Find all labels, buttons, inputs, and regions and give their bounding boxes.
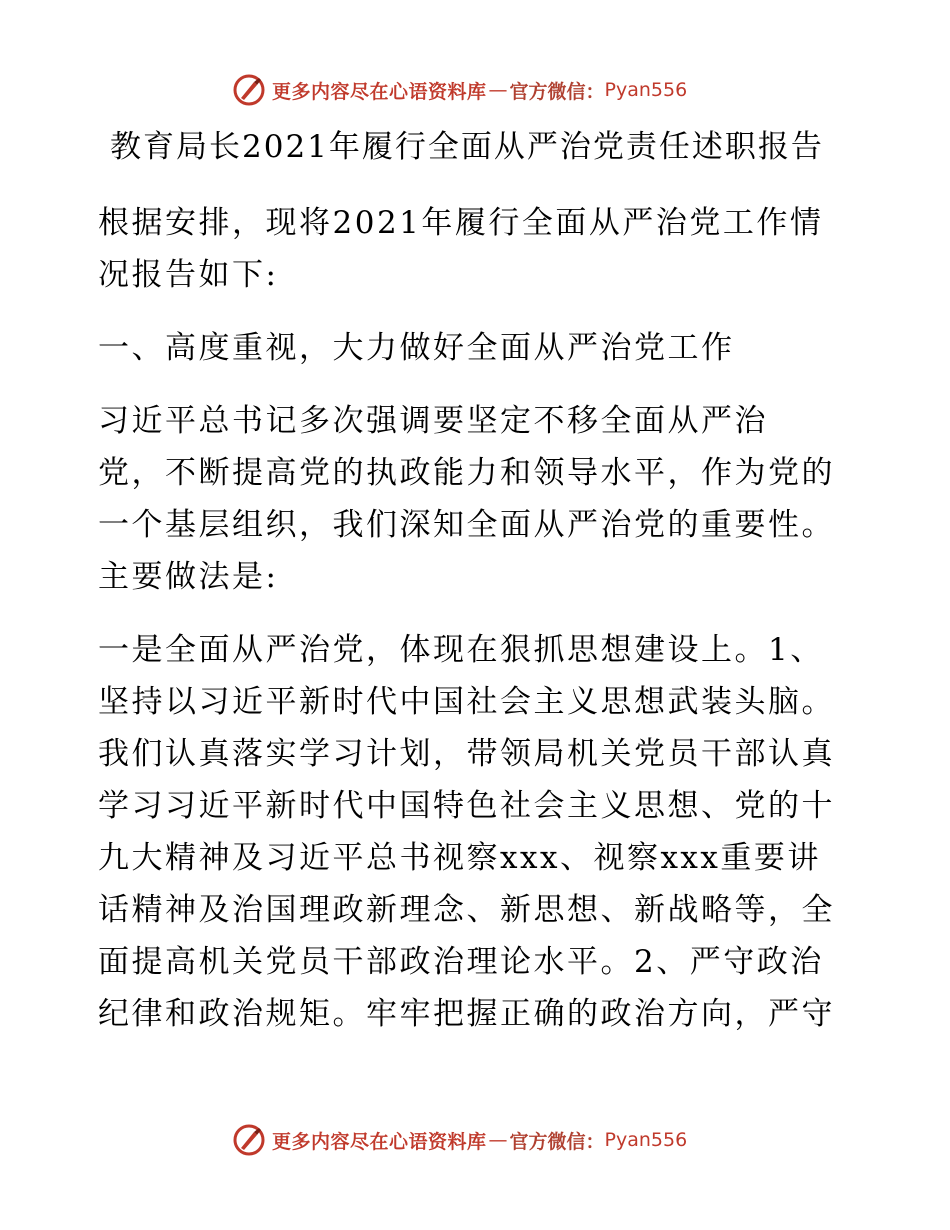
banner-separator: — — [488, 79, 508, 101]
paragraph-line: 九大精神及习近平总书视察xxx、视察xxx重要讲 — [98, 840, 821, 876]
paragraph-line: 主要做法是: — [98, 559, 279, 595]
banner-text: 更多内容尽在心语资料库 — [272, 1130, 487, 1153]
paragraph-line: 根据安排，现将2021年履行全面从严治党工作情 — [98, 205, 824, 241]
section-heading-line: 一、高度重视，大力做好全面从严治党工作 — [98, 330, 735, 366]
header-watermark-banner — [232, 70, 687, 110]
paragraph-line: 一是全面从严治党，体现在狠抓思想建设上。1、 — [98, 632, 824, 668]
paragraph-line: 面提高机关党员干部政治理论水平。2、严守政治 — [98, 944, 824, 980]
document-title: 教育局长2021年履行全面从严治党责任述职报告 — [110, 129, 824, 165]
paragraph-importance — [98, 395, 858, 603]
paragraph-line: 学习习近平新时代中国特色社会主义思想、党的十 — [98, 788, 835, 824]
paragraph-line: 况报告如下: — [98, 257, 279, 293]
paragraph-line: 习近平总书记多次强调要坚定不移全面从严治 — [98, 403, 768, 439]
paragraph-intro — [98, 197, 858, 301]
section-heading-1 — [98, 322, 858, 374]
quill-logo-icon — [232, 1123, 266, 1157]
banner-official-label: 官方微信： — [509, 80, 605, 103]
banner-account-id: Pyan556 — [604, 79, 688, 101]
banner-account-id: Pyan556 — [604, 1129, 688, 1151]
quill-logo-icon — [232, 73, 266, 107]
paragraph-line: 纪律和政治规矩。牢牢把握正确的政治方向，严守 — [98, 996, 835, 1032]
paragraph-line: 党，不断提高党的执政能力和领导水平，作为党的 — [98, 455, 835, 491]
paragraph-line: 坚持以习近平新时代中国社会主义思想武装头脑。 — [98, 684, 835, 720]
paragraph-line: 我们认真落实学习计划，带领局机关党员干部认真 — [98, 736, 835, 772]
paragraph-ideology — [98, 624, 858, 1040]
footer-watermark-banner — [232, 1120, 687, 1160]
document-body — [98, 197, 858, 1040]
paragraph-line: 一个基层组织，我们深知全面从严治党的重要性。 — [98, 507, 835, 543]
banner-separator: — — [488, 1129, 508, 1151]
banner-official-label: 官方微信： — [509, 1130, 605, 1153]
banner-text: 更多内容尽在心语资料库 — [272, 80, 487, 103]
paragraph-line: 话精神及治国理政新理念、新思想、新战略等，全 — [98, 892, 835, 928]
